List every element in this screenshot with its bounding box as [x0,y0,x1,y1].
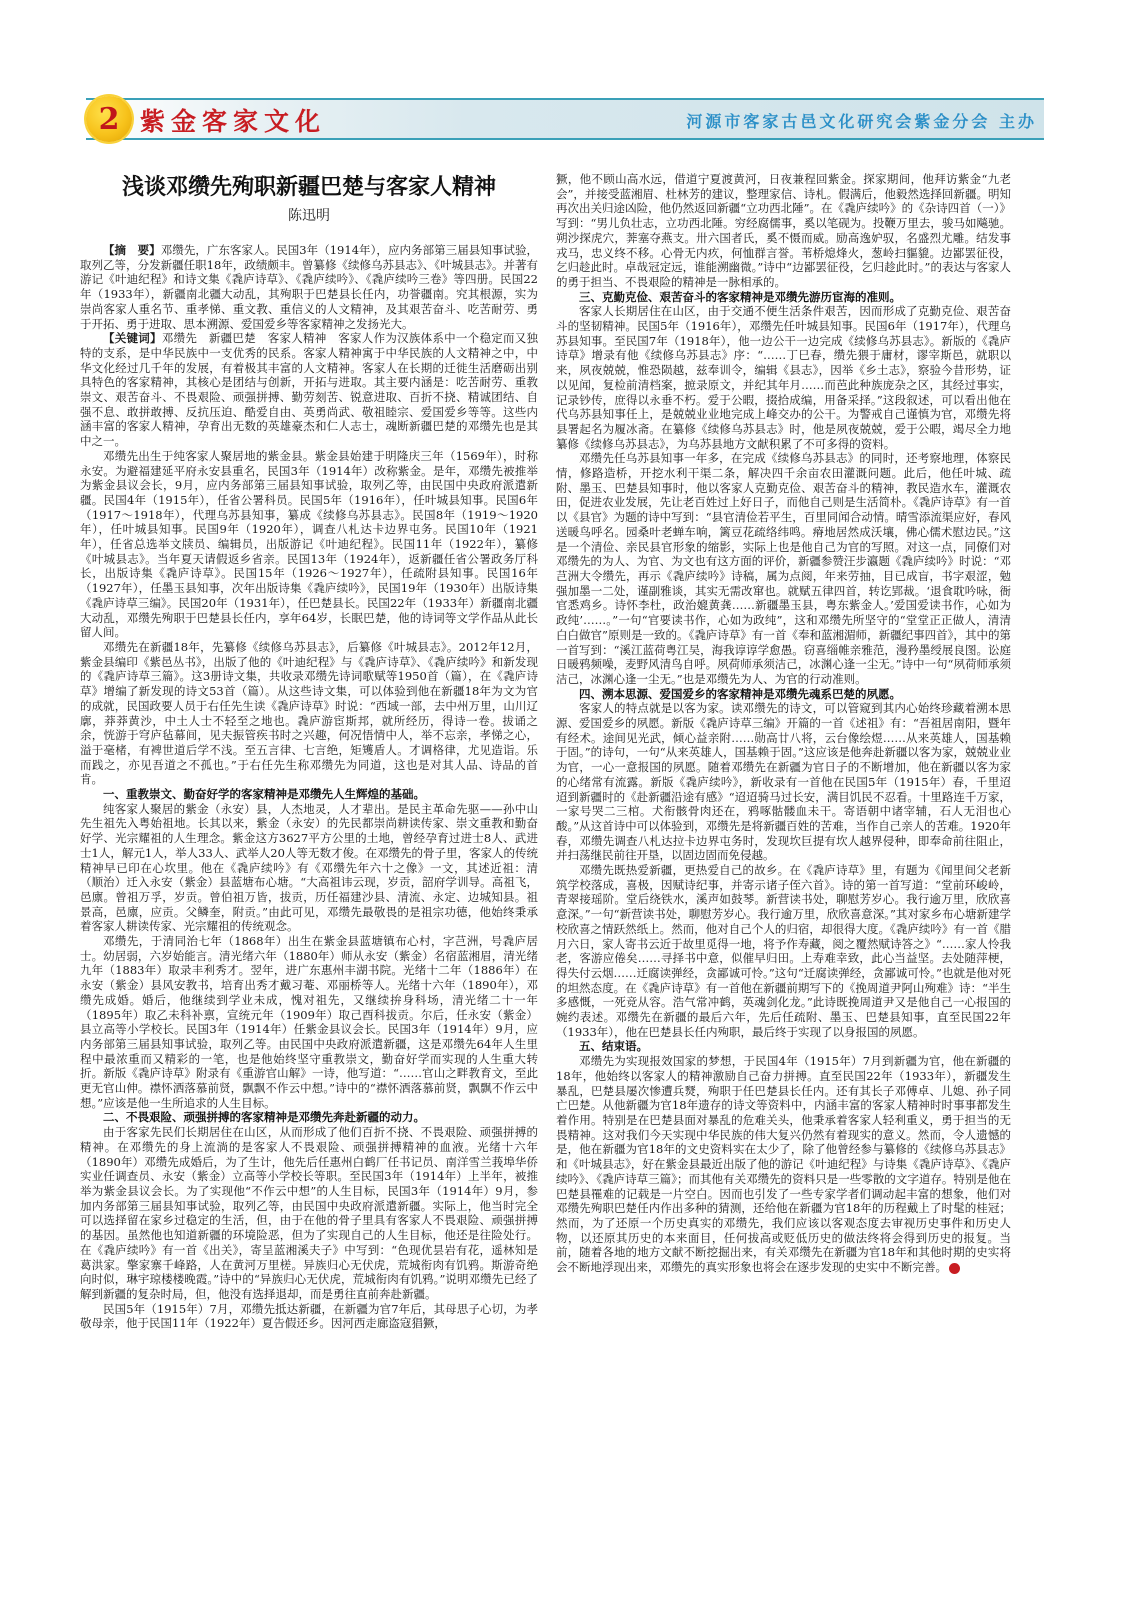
body-paragraph: 邓缵先为实现报效国家的梦想，于民国4年（1915年）7月到新疆为官，他在新疆的18年，他始终以客家人的精神激励自己奋力拼搏。直至民国22年（1933年），新疆发生暴乱，巴楚县屡次惨遭兵燹，殉职于任巴楚县长任内。还有其长子邓傅卓、儿媳、孙子同亡巴楚。从他新疆为官18年遗存的诗文等资料中，内涵丰富的客家人精神时时事事都发生着作用。特别是在巴楚县面对暴乱的危难关头，他秉承着客家人轻利重义，勇于担当的无畏精神。这对我们今天实现中华民族的伟大复兴仍然有着现实的意义。然而，令人遗憾的是，他在新疆为官18年的文史资料实在太少了，除了他曾经参与纂修的《续修乌苏县志》和《叶城县志》，好在紫金县最近出版了他的游记《叶迪纪程》与诗集《毳庐诗草》、《毳庐续吟》、《毳庐诗草三篇》；而其他有关邓缵先的资料只是一些零散的文字道存。特别是他在巴楚县罹难的记载是一片空白。因而也引发了一些专家学者们调动起丰富的想象，他们对邓缵先殉职巴楚任内作出多种的猜测，还给他在新疆为官18年的历程戴上了时髦的桂冠；然而，为了还原一个历史真实的邓缵先，我们应该以客观态度去审视历史事件和历史人物，以还原其历史的本来面目，任何拔高或贬低历史的做法终将会得到历史的报复。当前，随着各地的地方文献不断挖掘出来，有关邓缵先在新疆为官18年和其他时期的史实将会不断地浮现出来，邓缵先的真实形象也将会在逐步发现的史实中不断完善。 客 [556,1054,1011,1275]
section-heading: 二、不畏艰险、顽强拼搏的客家精神是邓缵先奔赴新疆的动力。 [103,1110,425,1125]
section-heading: 五、结束语。 [579,1039,648,1054]
labeled-paragraph [80,243,538,331]
article-title: 浅谈邓缵先殉职新疆巴楚与客家人精神 [121,175,496,200]
labeled-paragraph [80,331,538,449]
paragraph-label: 【关键词】 [103,331,162,346]
article-author: 陈迅明 [288,208,330,224]
article-left-column [80,243,538,1490]
body-paragraph: 民国5年（1915年）7月，邓缵先抵达新疆，在新疆为官7年后，其母思子心切，为孝敬母亲，他于民国11年（1922年）夏告假还乡。因河西走廊盗寇猖獗， [80,1301,538,1331]
body-paragraph: 纯客家人聚居的紫金（永安）县，人杰地灵，人才辈出。是民主革命先驱——孙中山先生祖先入粤始祖地。长其以来，紫金（永安）的先民都崇尚耕读传家、崇文重教和勤奋好学、光宗耀祖的人生理念。紫金这方3627平方公里的土地，曾经孕育过进士8人、武进士1人，解元1人，举人33人、武举人20人等无数才俊。在邓缵先的骨子里，客家人的传统精神早已印在心坎里。他在《毳庐续吟》有《邓缵先年六十之像》一文，其述近祖：清（顺治）迁入永安（紫金）县蓝塘布心塘。“大高祖讳云现，岁贡，韶府学训导。高祖飞，邑廪。曾祖万孚，岁贡。曾伯祖万皆，拔贡，历任福建沙县、清流、永定、边城知县。祖景高，邑廪，应贡。父鳞奎，附贡。”由此可见，邓缵先最敬畏的是祖宗功德，他始终秉承着客家人耕读传家、光宗耀祖的传统观念。 [80,801,538,934]
body-paragraph: 獗，他不顾山高水远，借道宁夏渡黄河，日夜兼程回紫金。探家期间，他拜访紫金“九老会”，并接受蓝湘眉、杜林芳的建议，整理家信、诗札。假满后，他毅然选择回新疆。明知再次出关归途凶险，他仍然返回新疆“立功西北陲”。在《毳庐续吟》的《杂诗四首（一）》写到：“男儿负壮志，立功西北陲。穷经腐儒事，奚以笔砚为。投鞭万里去，骏马如飚驰。朔沙探虎穴，莾塞夺燕支。卅六国者氏，奚不慑而威。励高逸妒驭，名盛烈尤雕。结发事戎马，忠义终不移。心骨无内疚，何恤群言誉。苇桥熄烽火，葱岭扫貙貔。边鄙罢征役，乞归趁此时。卓哉冠定远，谁能溯幽微。”诗中“边鄙罢征役，乞归趁此时。”的表达与客家人的勇于担当、不畏艰险的精神是一脉相承的。 [556,172,1011,289]
body-paragraph: 客家人的特点就是以客为家。读邓缵先的诗文，可以管窥到其内心始终珍藏着溯本思源、爱国爱乡的夙愿。新版《毳庐诗草三编》开篇的一首《述祖》有：“吾祖居南阳，暨年有经术。途间见光武，倾心益亲附……勋高廿八将，云台像绘煜……从来英雄人，国基赖于固。”的诗句，一句“从来英雄人，国基赖于固。”这应该是他奔赴新疆以客为家，兢兢业业为官，一心一意报国的夙愿。随着邓缵先在新疆为官日子的不断增加，他在新疆以客为家的心绪常有流露。新版《毳庐续吟》，新收录有一首他在民国5年（1915年）春，千里迢迢到新疆时的《赴新疆沿途有感》“迢迢骑马过长安，满目饥民不忍看。十里路连千万家，一家号哭二三棺。犬衔骸骨肉还在，鸦啄骷髅血未干。寄语朝中诸宰辅，石人无泪也心酸。”从这首诗中可以体验到，邓缵先是将新疆百姓的苦难，当作自己亲人的苦难。1920年春，邓缵先调查八札达拉卡边界屯务时，发现坎巨提有坎人越界侵种，即奉命前往阻止，并扫荡继民前往开垦，以固边固而免侵越。 [556,701,1011,863]
page-number-badge: 2 [86,96,132,142]
section-name: 紫金客家文化 [140,107,327,136]
paragraph-text: 邓缵先 新疆巴楚 客家人精神 客家人作为汉族体系中一个稳定而又独特的支系，是中华民族中一支优秀的民系。客家人精神寓于中华民族的人文精神之中，中华文化经过几千年的发展，有着极其丰富的人文精神。客家人在长期的迁徙生活磨砺出别具特色的客家精神，其核心是团结与创新，开拓与进取。其主要内涵是：吃苦耐劳、重教崇文、艰苦奋斗、不畏艰险、顽强拼搏、勤劳刻苦、锐意进取、百折不挠、精诚团结、自强不息、敢拼敢搏、反抗压迫、酷爱自由、英勇尚武、敬祖睦宗、爱国爱乡等等。这些内涵丰富的客家人精神，孕育出无数的英雄豪杰和仁人志士，魂断新疆巴楚的邓缵先也是其中之一。 [80,331,538,449]
body-paragraph: 由于客家先民们长期居住在山区，从而形成了他们百折不挠、不畏艰险、顽强拼搏的精神。在邓缵先的身上流淌的是客家人不畏艰险、顽强拼搏精神的血液。光绪十六年（1890年）邓缵先成婚后，为了生计，他先后任惠州白鹤厂任书记员、南洋雪兰莪埠华侨实业任调查员、永安（紫金）立高等小学校长等职。至民国3年（1914年）上半年，被推举为紫金县议会长。为了实现他“不作云中想”的人生目标，民国3年（1914年）9月，参加内务部第三届县知事试验，取列乙等，由民国中央政府派遣新疆。实际上，他当时完全可以选择留在家乡过稳定的生活，但，由于在他的骨子里具有客家人不畏艰险、顽强拼搏的基因。虽然他也知道新疆的环境险恶，但为了实现自己的人生目标，他还是往险处行。在《毳庐续吟》有一首《出关》，寄呈蓝湘溪夫子》中写到：“色现优昙岩有花，遥林知是葛洪家。擎家寨千峰路，人在黄河万里槎。异族归心无伏虎，荒城衔肉有饥鸦。斯游奇绝向时似，琳宇琼楼楼晚霞。”诗中的“异族归心无伏虎，荒城衔肉有饥鸦。”说明邓缵先已经了解到新疆的复杂时局，但，他没有选择退却，而是勇往直前奔赴新疆。 [80,1125,538,1301]
body-paragraph: 邓缵先出生于纯客家人聚居地的紫金县。紫金县始建于明隆庆三年（1569年），时称永安。为避福建延平府永安县重名，民国3年（1914年）改称紫金。是年，邓缵先被推举为紫金县议会长，9月，应内务部第三届县知事试验，取列乙等，由民国中央政府派遣新疆。民国4年（1915年），任省公署科员。民国5年（1916年），任叶城县知事。民国6年（1917～1918年），代理乌苏县知事，纂成《续修乌苏县志》。民国8年（1919～1920年），任叶城县知事。民国9年（1920年），调查八札达卡边界屯务。民国10年（1921年），任省总选举文牍员、编辑员，出版游记《叶迪纪程》。民国11年（1922年），纂修《叶城县志》。当年夏天请假返乡省亲。民国13年（1924年），返新疆任省公署政务厅科长，出版诗集《毳庐诗草》。民国15年（1926～1927年），任疏附县知事。民国16年（1927年），任墨玉县知事，次年出版诗集《毳庐续吟》，民国19年（1930年）出版诗集《毳庐诗草三编》。民国20年（1931年），任巴楚县长。民国22年（1933年）新疆南北疆大动乱，邓缵先殉职于巴楚县长任内，享年64岁，长眠巴楚，他的诗词等文学作品从此长留人间。 [80,448,538,640]
end-mark-icon: 客 [949,1263,960,1274]
body-paragraph: 邓缵先，于清同治七年（1868年）出生在紫金县蓝塘镇布心村，字芑洲，号毳庐居士。幼居弱，六岁始能言。清光绪六年（1880年）师从永安（紫金）名宿蓝湘眉，清光绪九年（1883年）取录丰利秀才。翌年，进广东惠州丰湖书院。光绪十二年（1886年）在永安（紫金）县风安教书，培育出秀才戴习菴、邓丽桥等人。光绪十六年（1890年），邓缵先成婚。婚后，他继续到学业未成，愧对祖先，又继续拚身科场，清光绪二十一年（1895年）取乙未科补禀，宣统元年（1909年）取己酉科拔贡。尔后，任永安（紫金）县立高等小学校长。民国3年（1914年）任紫金县议会长。民国3年（1914年）9月，应内务部第三届县知事试验，取列乙等。由民国中央政府派遣新疆，这是邓缵先64年人生里程中最浓重而又精彩的一笔，也是他始终坚守重教崇文，勤奋好学而实现的人生重大转折。新版《毳庐诗草》附录有《重游官山解》一诗，他写道：“……官山之畔教育文，至此更无官山伸。襟怀洒落慕前贤，飘飘不作云中想。”诗中的“襟怀洒落慕前贤，飘飘不作云中想。”应该是他一生所追求的人生目标。 [80,934,538,1110]
paragraph-label: 【摘 要】 [103,243,161,257]
section-heading: 一、重教崇文、勤奋好学的客家精神是邓缵先人生辉煌的基础。 [103,787,425,802]
section-heading: 四、溯本思源、爱国爱乡的客家精神是邓缵先魂系巴楚的夙愿。 [579,686,901,701]
body-paragraph: 邓缵先在新疆18年，先纂修《续修乌苏县志》，后纂修《叶城县志》。2012年12月，紫金县编印《紫邑丛书》，出版了他的《叶迪纪程》与《毳庐诗草》、《毳庐续吟》和新发现的《毳庐诗草三篇》。这3册诗文集，共收录邓缵先诗词歌赋等1950首（篇），在《毳庐诗草》增编了新发现的诗文53首（篇）。从这些诗文集，可以体验到他在新疆18年为文为官的成就，民国政要人员于右任先生读《毳庐诗草》时说：“西域一部，去中州万里，山川辽廓，莽莽黄沙，中土人士不轻至之地也。毳庐游宦斯邦，就所经历，得诗一卷。拔诵之余，恍游于穹庐毡幕间，见夫振管疾书时之兴趣，何况悟情中人，举不忘亲，孝悌之心，溢于毫楮，有裨世道后学不浅。至五言律、七言绝，矩矱盾人。才调格律，尤见造诣。乐而践之，亦见吾道之不孤也。”于右任先生称邓缵先为同道，这也是对其人品、诗品的首肯。 [80,639,538,787]
section-heading: 三、克勤克俭、艰苦奋斗的客家精神是邓缵先游历宦海的准则。 [579,289,901,304]
body-paragraph: 客家人长期居住在山区，由于交通不便生活条件艰苦，因而形成了克勤克俭、艰苦奋斗的坚韧精神。民国5年（1916年），邓缵先任叶城县知事。民国6年（1917年），代理乌苏县知事。至民国7年（1918年），他一边公干一边完成《续修乌苏县志》。新版的《毳庐诗草》增录有他《续修乌苏县志》序：“……丁巳春，缵先猥于庸材，谬宰斯邑，就职以来，夙夜兢兢，惟恐陨越，兹奉训令，编辑《县志》，因举《乡土志》，察验今昔形势，证以见闻，复检前清档案，摭录原文，并纪其年月……而芭此种族庞杂之区，其经过事实，记录钞传，庶得以永垂不朽。爱于公暇，掇拾成编，用备采择。”这段叙述，可以看出他在代乌苏县知事任上，是兢兢业业地完成上峰交办的公干。为警戒自己谨慎为官，邓缵先将县署起名为履冰斋。在纂修《续修乌苏县志》时，他是夙夜兢兢，爱于公暇，竭尽全力地纂修《续修乌苏县志》，为乌苏县地方文献积累了不可多得的资料。 [556,304,1011,451]
organizer-text: 河源市客家古邑文化研究会紫金分会 主办 [686,112,1037,131]
body-paragraph: 邓缵先任乌苏县知事一年多，在完成《续修乌苏县志》的同时，还考察地理，体察民情，修路造桥，开挖水利干渠二条，解决四千余亩农田灌溉问题。此后，他任叶城、疏附、墨玉、巴楚县知事时，他以客家人克勤克俭、艰苦奋斗的精神，教民造水车，灌溉农田，促进农业发展，先让老百姓过上好日子，而他自己则是生活简朴。《毳庐诗草》有一首以《县官》为题的诗中写到：“县官清俭若平生，百里同闻合动情。晴雪添流渠应好，春风送暖鸟呼名。园桑叶老蝉车响，篱豆花疏络纬鸣。瘠地居然成沃壤，佛心儒术慰边民。”这是一个清俭、亲民县官形象的缩影，实际上也是他自己为官的写照。对这一点，同僚们对邓缵先的为人、为官、为文也有这方面的评价，新疆参赞汪步瀛题《毳庐续吟》时说：“邓芑洲大令缵先，再示《毳庐续吟》诗稿，属为点阅，年来劳抽，目已成盲，书字艰涩，勉强加墨一二处，谨副雅谈，其实无需改窜也。就赋五律四首，转讫郢裁。‘退食耽吟咏，衙官悉鸡乡。诗怀李杜，政治媲黄龚……新疆墨玉县，粤东紫金人。’爱国爱读书作，心如为政纯’……。”一句“官要读书作，心如为政纯”，这和邓缵先所坚守的“堂堂正正做人，清清白白做官”原则是一致的。《毳庐诗草》有一首《奉和蓝湘湄师，新疆纪事四首》，其中的第一首写到：“溪江蓝荷粤江吴，海我谆谆学愈愚。窃喜缁帷亲雅范，漫矜墨绶展良图。讼庭日暖鸦频噪，麦野风清鸟自呼。夙荷师承须洁己，冰渊心逢一尘无。”诗中一句“夙荷师承须洁己，冰渊心逢一尘无。”也是邓缵先为人、为官的行动准则。 [556,451,1011,686]
paragraph-text: 邓缵先，广东客家人。民国3年（1914年），应内务部第三届县知事试验，取列乙等，分发新疆任职18年，政绩颇丰。曾纂修《续修乌苏县志》、《叶城县志》。并著有游记《叶迪纪程》和诗文集《毳庐诗草》、《毳庐续吟》、《毳庐续吟三卷》等四册。民国22年（1933年），新疆南北疆大动乱，其殉职于巴楚县长任内，功誉疆南。究其根源，实为崇尚客家人重名节、重孝悌、重文教、重信义的人文精神，及其艰苦奋斗、吃苦耐劳、勇于开拓、勇于进取、思本溯源、爱国爱乡等客家精神之发扬光大。 [80,243,538,331]
article-right-column [556,172,1011,1550]
body-paragraph: 邓缵先既热爱新疆，更热爱自己的故乡。在《毳庐诗草》里，有题为《闻里间父老新筑学校落成，喜极，因赋诗纪事，并寄示诸子侄六首》。诗的第一首写道：“堂前环峻岭，青翠接瑶阶。堂后绕铁水，溪声如鼓琴。新营读书处，聊慰芳岁心。我行逾万里，欣欣喜意深。”一句“新营读书处，聊慰芳岁心。我行逾万里，欣欣喜意深。”其对家乡布心塘新建学校欣喜之情跃然纸上。然而，他对自己个人的归宿，却很得大度。《毳庐续吟》有一首《腊月六日，家人寄书云近于故里觅得一地，将予作寿藏，阅之覆然赋诗答之》“……家人怜我老，客游应倦矣……寻择书中意，似催早归田。上寿难幸致，此心当益坚。去处随萍梗，得失付云烟……迁腐读弹经，贪鄙诚可怜。”这句“迁腐读弹经，贪鄙诚可怜。”也就是他对死的坦然态度。在《毳庐诗草》有一首他在新疆前期写下的《挽周道尹阿山殉难》诗：“半生多感慨，一死竞从容。浩气常冲鹤，英魂剑化龙。”此诗既挽周道尹又是他自己一心报国的婉约表述。邓缵先在新疆的最后六年，先后任疏附、墨玉、巴楚县知事，直至民国22年（1933年），他在巴楚县长任内殉职，最后终于实现了以身报国的夙愿。 [556,863,1011,1039]
